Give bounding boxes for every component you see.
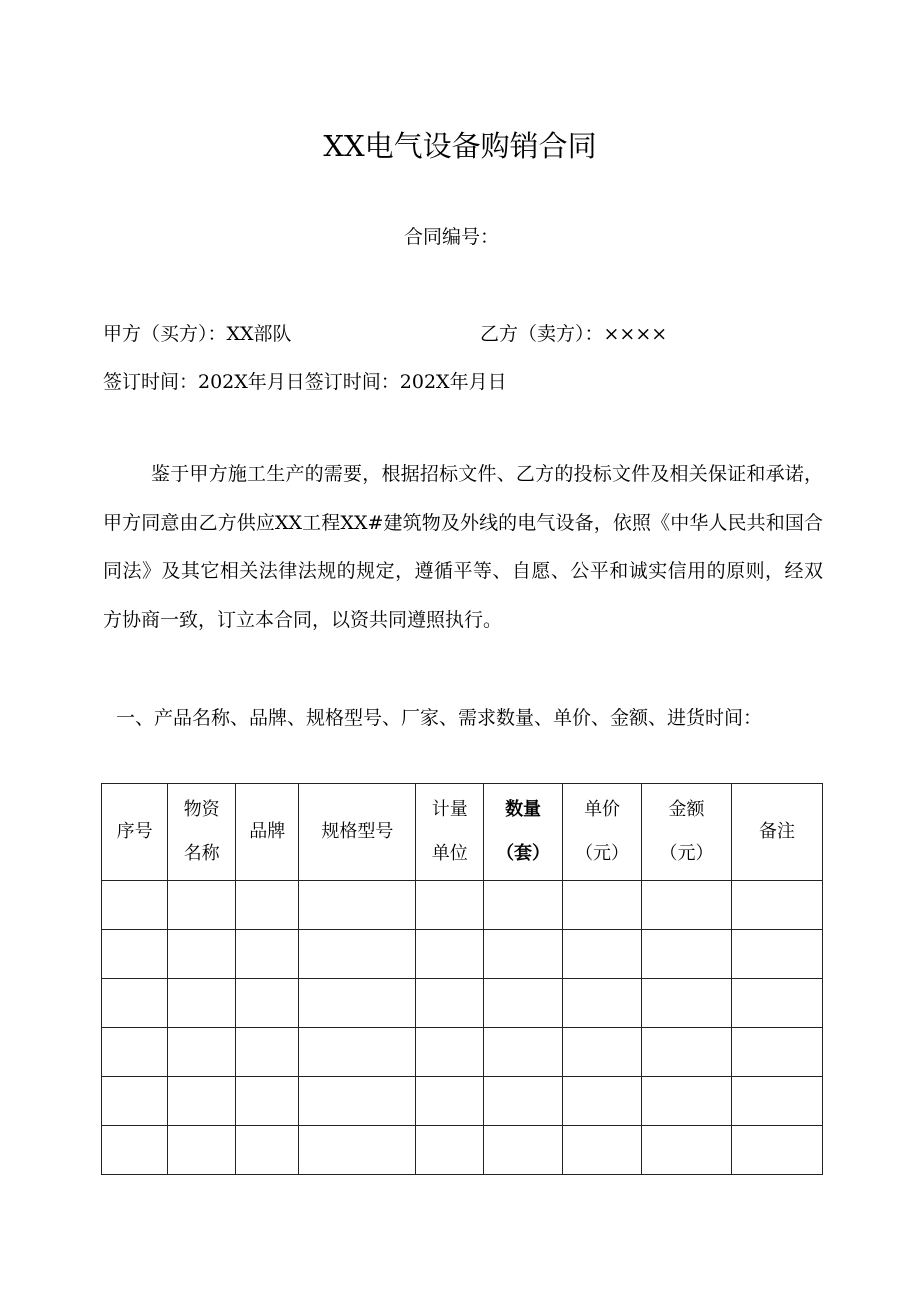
- sign-time: 签订时间：202X年月日签订时间：202X年月日: [103, 371, 507, 393]
- table-cell: [416, 1077, 484, 1126]
- table-header-cell: 序号: [102, 784, 168, 881]
- table-cell: [563, 1126, 642, 1175]
- table-cell: [102, 1126, 168, 1175]
- table-cell: [563, 979, 642, 1028]
- table-cell: [299, 1028, 416, 1077]
- table-cell: [168, 1077, 236, 1126]
- table-row: [102, 930, 823, 979]
- table-cell: [563, 881, 642, 930]
- table-cell: [484, 930, 563, 979]
- table-cell: [731, 1126, 822, 1175]
- table-cell: [102, 979, 168, 1028]
- table-header-cell: 单价（元）: [563, 784, 642, 881]
- party-b: 乙方（卖方）：××××: [480, 323, 668, 345]
- table-cell: [563, 1028, 642, 1077]
- table-cell: [102, 1077, 168, 1126]
- table-cell: [731, 979, 822, 1028]
- table-row: [102, 979, 823, 1028]
- table-cell: [416, 930, 484, 979]
- table-row: [102, 1077, 823, 1126]
- table-cell: [168, 881, 236, 930]
- table-cell: [299, 930, 416, 979]
- table-cell: [642, 930, 732, 979]
- table-row: [102, 1028, 823, 1077]
- table-cell: [416, 1126, 484, 1175]
- table-cell: [642, 1126, 732, 1175]
- table-cell: [299, 1077, 416, 1126]
- party-a: 甲方（买方）：XX部队: [103, 323, 292, 345]
- table-cell: [484, 1126, 563, 1175]
- table-cell: [236, 979, 299, 1028]
- table-cell: [299, 979, 416, 1028]
- table-cell: [731, 881, 822, 930]
- table-cell: [236, 1126, 299, 1175]
- table-row: [102, 881, 823, 930]
- table-header-cell: 规格型号: [299, 784, 416, 881]
- table-cell: [731, 1077, 822, 1126]
- table-header-cell: 备注: [731, 784, 822, 881]
- table-cell: [236, 1077, 299, 1126]
- preamble-paragraph: 鉴于甲方施工生产的需要，根据招标文件、乙方的投标文件及相关保证和承诺，甲方同意由乙方供应XX工程XX#建筑物及外线的电气设备，依照《中华人民共和国合同法》及其它相关法律法规的规定，遵循平等、自愿、公平和诚实信用的原则，经双方协商一致，订立本合同，以资共同遵照执行。: [103, 463, 823, 631]
- table-cell: [299, 1126, 416, 1175]
- table-cell: [731, 930, 822, 979]
- section-1-heading: 一、产品名称、品牌、规格型号、厂家、需求数量、单价、金额、进货时间：: [116, 707, 763, 729]
- table-cell: [484, 881, 563, 930]
- table-cell: [168, 1028, 236, 1077]
- table-cell: [642, 881, 732, 930]
- table-cell: [563, 1077, 642, 1126]
- table-cell: [299, 881, 416, 930]
- product-table: [101, 783, 823, 1175]
- table-header-cell: 计量单位: [416, 784, 484, 881]
- table-cell: [168, 979, 236, 1028]
- table-header-cell: 数量（套）: [484, 784, 563, 881]
- table-cell: [168, 1126, 236, 1175]
- table-cell: [102, 1028, 168, 1077]
- table-cell: [168, 930, 236, 979]
- table-cell: [731, 1028, 822, 1077]
- table-cell: [484, 979, 563, 1028]
- table-header-cell: 金额（元）: [642, 784, 732, 881]
- table-cell: [484, 1028, 563, 1077]
- table-header-cell: 物资名称: [168, 784, 236, 881]
- table-cell: [642, 1077, 732, 1126]
- table-cell: [416, 881, 484, 930]
- table-cell: [102, 930, 168, 979]
- table-cell: [642, 1028, 732, 1077]
- table-cell: [484, 1077, 563, 1126]
- table-cell: [416, 1028, 484, 1077]
- table-cell: [416, 979, 484, 1028]
- table-row: [102, 1126, 823, 1175]
- table-cell: [102, 881, 168, 930]
- table-cell: [642, 979, 732, 1028]
- contract-title: XX电气设备购销合同: [323, 129, 597, 163]
- table-cell: [236, 881, 299, 930]
- contract-number-label: 合同编号：: [404, 226, 500, 248]
- table-cell: [563, 930, 642, 979]
- table-cell: [236, 1028, 299, 1077]
- table-header-cell: 品牌: [236, 784, 299, 881]
- table-cell: [236, 930, 299, 979]
